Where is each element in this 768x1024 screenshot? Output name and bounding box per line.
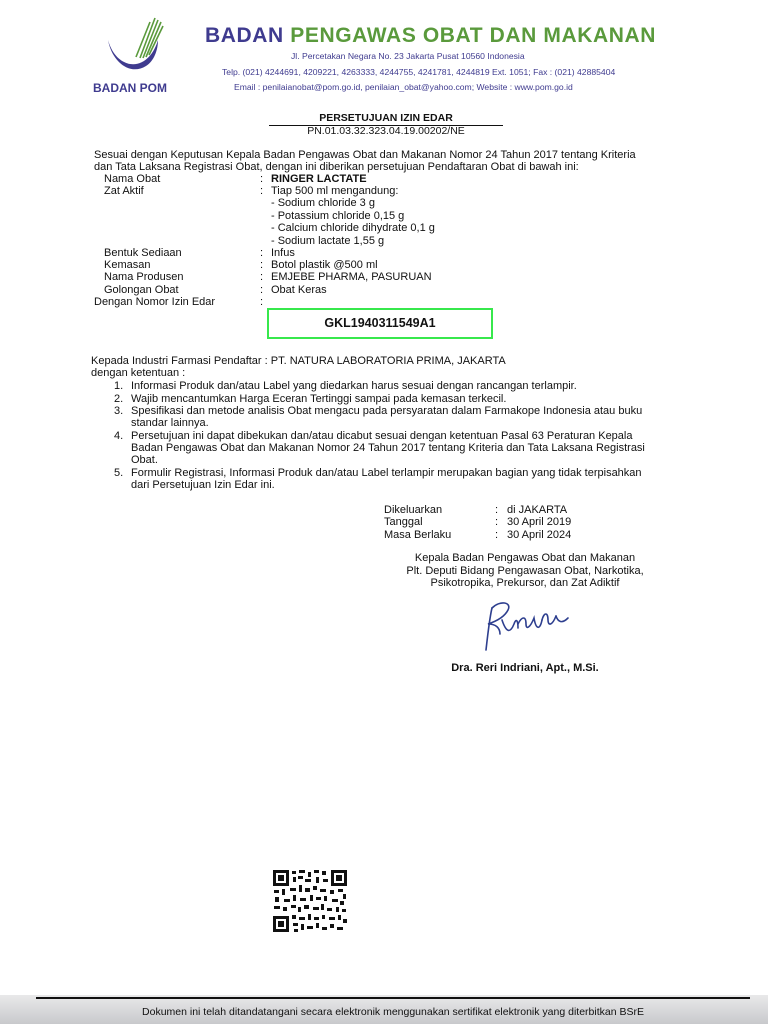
tanggal-value: 30 April 2019 [507,516,572,528]
colon: : [260,284,264,296]
colon: : [260,259,264,271]
kemasan-value: Botol plastik @500 ml [271,259,378,271]
colon: : [495,529,499,541]
letterhead [0,0,768,100]
condition-text: Badan Pengawas Obat dan Makanan Nomor 24 Tahun 2017 tentang Kriteria dan Tata Laksana Registrasi [131,442,645,454]
colon: : [260,247,264,259]
org-address: Jl. Percetakan Negara No. 23 Jakarta Pusat 10560 Indonesia [291,51,525,61]
tanggal-label: Tanggal [384,516,423,528]
condition-number: 1. [114,380,124,392]
condition-text: Wajib mencantumkan Harga Eceran Tertinggi sampai pada kemasan terkecil. [131,393,507,405]
zat-aktif-label: Zat Aktif [104,185,144,197]
org-name-part1: BADAN [205,24,291,47]
zat-aktif-line: - Sodium chloride 3 g [271,197,375,209]
org-phone: Telp. (021) 4244691, 4209221, 4263333, 4244755, 4241781, 4244819 Ext. 1051; Fax : (021) 42885404 [222,67,616,77]
zat-aktif-line: Tiap 500 ml mengandung: [271,185,399,197]
kemasan-label: Kemasan [104,259,151,271]
conditions-intro: dengan ketentuan : [91,367,186,379]
colon: : [260,296,264,308]
golongan-obat-value: Obat Keras [271,284,327,296]
footer-text: Dokumen ini telah ditandatangani secara elektronik menggunakan sertifikat elektronik yang diterbitkan BSrE [142,1006,644,1018]
footer-divider [36,997,750,999]
colon: : [495,504,499,516]
org-name [205,24,656,48]
colon: : [260,173,264,185]
intro-line-2: dan Tata Laksana Registrasi Obat, dengan ini diberikan persetujuan Pendaftaran Obat di bawah ini: [94,161,579,173]
zat-aktif-line: - Calcium chloride dihydrate 0,1 g [271,222,435,234]
org-email: Email : penilaianobat@pom.go.id, penilaian_obat@yahoo.com; Website : www.pom.go.id [234,82,573,92]
condition-number: 2. [114,393,124,405]
org-name-part2: PENGAWAS OBAT DAN MAKANAN [290,24,657,47]
nama-obat-value: RINGER LACTATE [271,173,367,185]
condition-text: Obat. [131,454,158,466]
dikeluarkan-label: Dikeluarkan [384,504,443,516]
signatory-title-2: Plt. Deputi Bidang Pengawasan Obat, Narkotika, [406,565,644,577]
condition-text: standar lainnya. [131,417,209,429]
badan-pom-logo [100,14,170,82]
condition-text: Persetujuan ini dapat dibekukan dan/atau dicabut sesuai dengan ketentuan Pasal 63 Peraturan Kepala [131,430,633,442]
zat-aktif-line: - Potassium chloride 0,15 g [271,210,405,222]
intro-line-1: Sesuai dengan Keputusan Kepala Badan Pengawas Obat dan Makanan Nomor 24 Tahun 2017 tentang Kriteria [94,149,636,161]
condition-number: 5. [114,467,124,479]
signatory-name: Dra. Reri Indriani, Apt., M.Si. [451,662,599,674]
document-number: PN.01.03.32.323.04.19.00202/NE [307,125,465,137]
bentuk-sediaan-label: Bentuk Sediaan [104,247,182,259]
izin-edar-label: Dengan Nomor Izin Edar [94,296,216,308]
recipient-line: Kepada Industri Farmasi Pendaftar : PT. NATURA LABORATORIA PRIMA, JAKARTA [91,355,506,367]
dikeluarkan-value: di JAKARTA [507,504,568,516]
bentuk-sediaan-value: Infus [271,247,295,259]
nama-obat-label: Nama Obat [104,173,161,185]
signatory-title-3: Psikotropika, Prekursor, dan Zat Adiktif [430,577,620,589]
colon: : [495,516,499,528]
condition-number: 3. [114,405,124,417]
signature-image [478,594,578,656]
colon: : [260,271,264,283]
condition-text: Formulir Registrasi, Informasi Produk dan/atau Label terlampir merupakan bagian yang tidak terpisahkan [131,467,642,479]
nama-produsen-value: EMJEBE PHARMA, PASURUAN [271,271,432,283]
qr-code [272,869,348,933]
zat-aktif-line: - Sodium lactate 1,55 g [271,235,385,247]
nama-produsen-label: Nama Produsen [104,271,184,283]
condition-number: 4. [114,430,124,442]
logo-caption: BADAN POM [93,81,167,95]
signatory-title-1: Kepala Badan Pengawas Obat dan Makanan [414,552,636,564]
condition-text: dari Persetujuan Izin Edar ini. [131,479,275,491]
permit-number: GKL1940311549A1 [324,316,436,330]
condition-text: Informasi Produk dan/atau Label yang diedarkan harus sesuai dengan rancangan terlampir. [131,380,577,392]
masa-berlaku-label: Masa Berlaku [384,529,452,541]
masa-berlaku-value: 30 April 2024 [507,529,572,541]
condition-text: Spesifikasi dan metode analisis Obat mengacu pada persyaratan dalam Farmakope Indonesia atau buku [131,405,643,417]
colon: : [260,185,264,197]
golongan-obat-label: Golongan Obat [104,284,179,296]
document-title: PERSETUJUAN IZIN EDAR [269,112,503,126]
